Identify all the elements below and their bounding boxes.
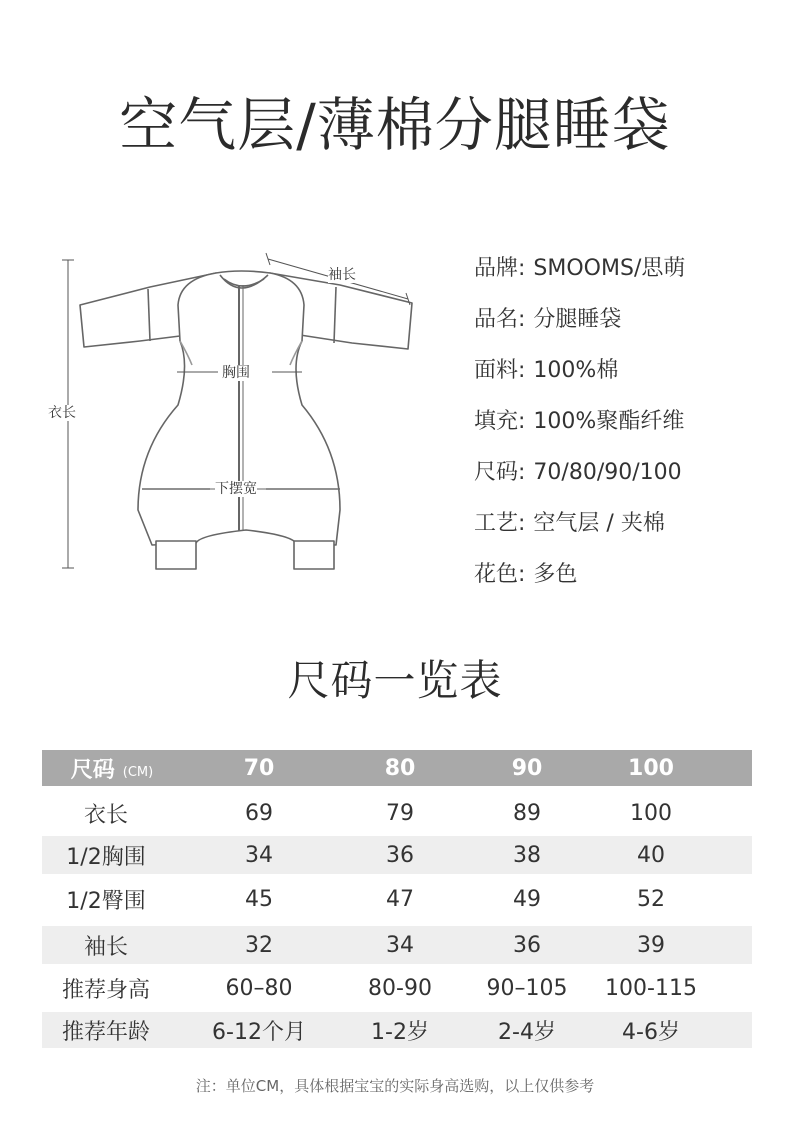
table-cell: 32	[245, 932, 273, 958]
table-cell: 100	[630, 800, 672, 826]
sleeve-length-label: 袖长	[328, 267, 356, 283]
garment-diagram	[40, 245, 440, 590]
header-cell: 90	[511, 755, 543, 781]
table-cell: 39	[637, 932, 665, 958]
table-row	[42, 964, 752, 1012]
table-row	[42, 874, 752, 924]
table-cell: 80-90	[368, 975, 432, 1001]
row-label: 推荐身高	[61, 977, 150, 1003]
page-title: 空气层/薄棉分腿睡袋	[119, 91, 671, 159]
sleepsack-illustration	[40, 245, 440, 590]
chest-label: 胸围	[222, 365, 250, 381]
spec-list	[474, 252, 685, 609]
table-cell: 89	[513, 800, 541, 826]
header-cell: 80	[384, 755, 416, 781]
spec-brand: 品牌: SMOOMS/思萌	[474, 256, 686, 281]
table-cell: 40	[637, 842, 665, 868]
table-cell: 36	[386, 842, 414, 868]
spec-craft: 工艺: 空气层 / 夹棉	[474, 511, 665, 536]
size-table	[42, 750, 752, 1048]
table-cell: 38	[513, 842, 541, 868]
table-cell: 79	[386, 800, 414, 826]
size-chart-title: 尺码一览表	[287, 656, 503, 705]
header-cell: 70	[243, 755, 275, 781]
length-label: 衣长	[48, 405, 76, 421]
footnote: 注：单位CM，具体根据宝宝的实际身高选购，以上仅供参考	[195, 1077, 595, 1095]
table-cell: 49	[513, 886, 541, 912]
table-cell: 47	[386, 886, 414, 912]
spec-filling: 填充: 100%聚酯纤维	[474, 409, 685, 434]
row-label: 1/2胸围	[66, 844, 146, 870]
table-cell: 4-6岁	[622, 1019, 680, 1045]
table-row	[42, 926, 752, 964]
hem-width-label: 下摆宽	[215, 481, 257, 497]
table-row	[42, 836, 752, 874]
table-row	[42, 1012, 752, 1048]
table-cell: 6-12个月	[212, 1019, 306, 1045]
table-header-row	[42, 750, 752, 786]
table-cell: 45	[245, 886, 273, 912]
row-label: 袖长	[83, 934, 128, 960]
table-cell: 1-2岁	[371, 1019, 429, 1045]
spec-fabric: 面料: 100%棉	[474, 358, 619, 383]
table-cell: 52	[637, 886, 665, 912]
table-cell: 34	[386, 932, 414, 958]
row-label: 推荐年龄	[61, 1019, 150, 1045]
row-label: 1/2臀围	[66, 888, 146, 914]
header-cell: 100	[628, 755, 674, 781]
table-cell: 100-115	[605, 975, 697, 1001]
table-cell: 36	[513, 932, 541, 958]
table-cell: 69	[245, 800, 273, 826]
table-cell: 60–80	[225, 975, 293, 1001]
table-cell: 2-4岁	[498, 1019, 556, 1045]
spec-product-name: 品名: 分腿睡袋	[474, 307, 622, 332]
row-label: 衣长	[83, 802, 128, 828]
table-cell: 90–105	[486, 975, 568, 1001]
spec-sizes: 尺码: 70/80/90/100	[474, 460, 682, 485]
table-row	[42, 790, 752, 836]
spec-color: 花色: 多色	[474, 562, 578, 587]
header-size-label: 尺码 (CM)	[70, 757, 154, 783]
table-cell: 34	[245, 842, 273, 868]
